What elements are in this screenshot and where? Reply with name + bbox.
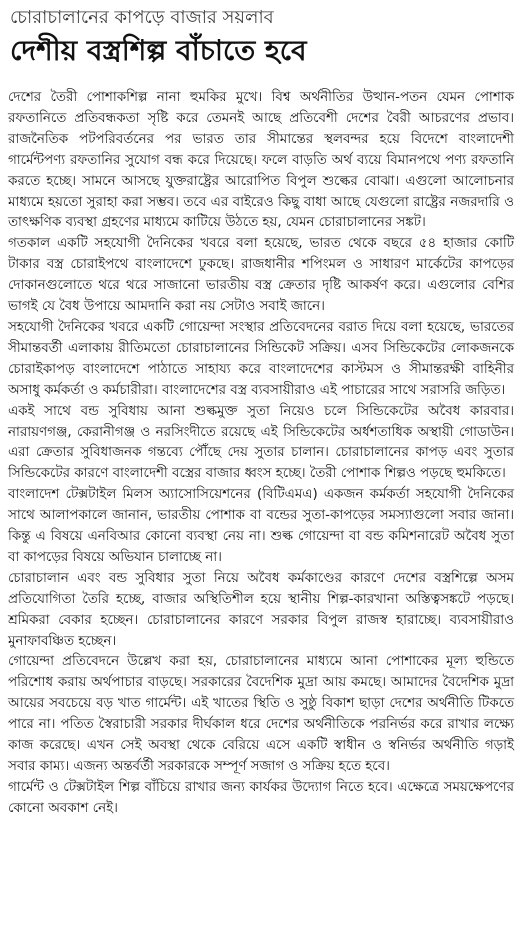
- article-headline: দেশীয় বস্ত্রশিল্প বাঁচাতে হবে: [10, 34, 307, 67]
- article-paragraph: দেশের তৈরী পোশাকশিল্প নানা হুমকির মুখে। বিশ্ব অর্থনীতির উত্থান-পতন যেমন পোশাক রফতানিতে প্রতিবন্ধকতা সৃষ্টি করে তেমনই আছে প্রতিবেশী দেশের বৈরী আচরণের প্রভাব। রাজনৈতিক পটপরিবর্তনের পর ভারত তার সীমান্তের স্থলবন্দর হয়ে বিদেশে বাংলাদেশী গার্মেন্টপণ্য রফতানির সুযোগ বন্ধ করে দিয়েছে। ফলে বাড়তি অর্থ ব্যয়ে বিমানপথে পণ্য রফতানি করতে হচ্ছে। সামনে আসছে যুক্তরাষ্ট্রের আরোপিত বিপুল শুল্কের বোঝা। এগুলো আলোচনার মাধ্যমে হয়তো সুরাহা করা সম্ভব। তবে এর বাইরেও কিছু বাধা আছে যেগুলো রাষ্ট্রের নজরদারি ও তাৎক্ষণিক ব্যবস্থা গ্রহণের মাধ্যমে কাটিয়ে উঠতে হয়, যেমন চোরাচালানের সঙ্কট।: [8, 90, 514, 231]
- article-kicker: চোরাচালানের কাপড়ে বাজার সয়লাব: [10, 7, 274, 28]
- article-paragraph: গার্মেন্ট ও টেক্সটাইল শিল্প বাঁচিয়ে রাখার জন্য কার্যকর উদ্যোগ নিতে হবে। এক্ষেত্রে সময়ক্ষেপণের কোনো অবকাশ নেই।: [8, 779, 514, 816]
- article-paragraph: বাংলাদেশ টেক্সটাইল মিলস অ্যাসোসিয়েশনের (বিটিএমএ) একজন কর্মকর্তা সহযোগী দৈনিকের সাথে আলাপকালে জানান, ভারতীয় পোশাক বা বন্ডের সুতা-কাপড়ের সমস্যাগুলো সবার জানা। কিন্তু এ বিষয়ে এনবিআর কোনো ব্যবস্থা নেয় না। শুল্ক গোয়েন্দা বা বন্ড কমিশনারেট অবৈধ সুতা বা কাপড়ের বিষয়ে অভিযান চালাচ্ছে না।: [8, 487, 514, 565]
- article-body: [8, 88, 514, 820]
- article-paragraph: গোয়েন্দা প্রতিবেদনে উল্লেখ করা হয়, চোরাচালানের মাধ্যমে আনা পোশাকের মূল্য হুন্ডিতে পরিশোধ করায় অর্থপাচার বাড়ছে। সরকারের বৈদেশিক মুদ্রা আয় কমছে। আমাদের বৈদেশিক মুদ্রা আয়ের সবচেয়ে বড় খাত গার্মেন্ট। এই খাতের স্থিতি ও সুষ্ঠু বিকাশ ছাড়া দেশের অর্থনীতি টিকতে পারে না। পতিত স্বৈরাচারী সরকার দীর্ঘকাল ধরে দেশের অর্থনীতিকে পরনির্ভর করে রাখার লক্ষ্যে কাজ করেছে। এখন সেই অবস্থা থেকে বেরিয়ে এসে একটি স্বাধীন ও স্বনির্ভর অর্থনীতি গড়াই সবার কাম্য। এজন্য অন্তর্বর্তী সরকারকে সম্পূর্ণ সজাগ ও সক্রিয় হতে হবে।: [8, 654, 514, 774]
- article-paragraph: চোরাচালান এবং বন্ড সুবিধার সুতা নিয়ে অবৈধ কর্মকাণ্ডের কারণে দেশের বস্ত্রশিল্পে অসম প্রতিযোগিতা তৈরি হচ্ছে, বাজার অস্থিতিশীল হয়ে স্থানীয় শিল্প-কারখানা অস্তিত্বসঙ্কটে পড়ছে। শ্রমিকরা বেকার হচ্ছেন। চোরাচালানের কারণে সরকার বিপুল রাজস্ব হারাচ্ছে। ব্যবসায়ীরাও মুনাফাবঞ্চিত হচ্ছেন।: [8, 570, 514, 649]
- article-paragraph: সহযোগী দৈনিকের খবরে একটি গোয়েন্দা সংস্থার প্রতিবেদনের বরাত দিয়ে বলা হয়েছে, ভারতের সীমান্তবর্তী এলাকায় রীতিমতো চোরাচালানের সিন্ডিকেট সক্রিয়। এসব সিন্ডিকেটের লোকজনকে চোরাইকাপড় বাংলাদেশে পাঠাতে সাহায্য করে বাংলাদেশের কাস্টমস ও সীমান্তরক্ষী বাহিনীর অসাধু কর্মকর্তা ও কর্মচারীরা। বাংলাদেশের বস্ত্র ব্যবসায়ীরাও এই পাচারের সাথে সরাসরি জড়িত।: [8, 319, 514, 398]
- article-paragraph: গতকাল একটি সহযোগী দৈনিকের খবরে বলা হয়েছে, ভারত থেকে বছরে ৫৪ হাজার কোটি টাকার বস্ত্র চোরাইপথে বাংলাদেশে ঢুকছে। রাজধানীর শপিংমল ও সাধারণ মার্কেটের কাপড়ের দোকানগুলোতে থরে থরে সাজানো ভারতীয় বস্ত্র ক্রেতার দৃষ্টি আকর্ষণ করে। এগুলোর বেশির ভাগই যে বৈধ উপায়ে আমদানি করা নয় সেটাও সবাই জানে।: [8, 236, 514, 315]
- article-paragraph: একই সাথে বন্ড সুবিধায় আনা শুল্কমুক্ত সুতা নিয়েও চলে সিন্ডিকেটের অবৈধ কারবার। নারায়ণগঞ্জ, কেরানীগঞ্জ ও নরসিংদীতে রয়েছে এই সিন্ডিকেটের অর্ধশতাধিক অস্থায়ী গোডাউন। এরা ক্রেতার সুবিধাজনক গন্তব্যে পৌঁছে দেয় সুতার চালান। চোরাচালানের কাপড় এবং সুতার সিন্ডিকেটের কারণে বাংলাদেশী বস্ত্রের বাজার ধ্বংস হচ্ছে। তৈরী পোশাক শিল্পও পড়ছে হুমকিতে।: [8, 403, 514, 482]
